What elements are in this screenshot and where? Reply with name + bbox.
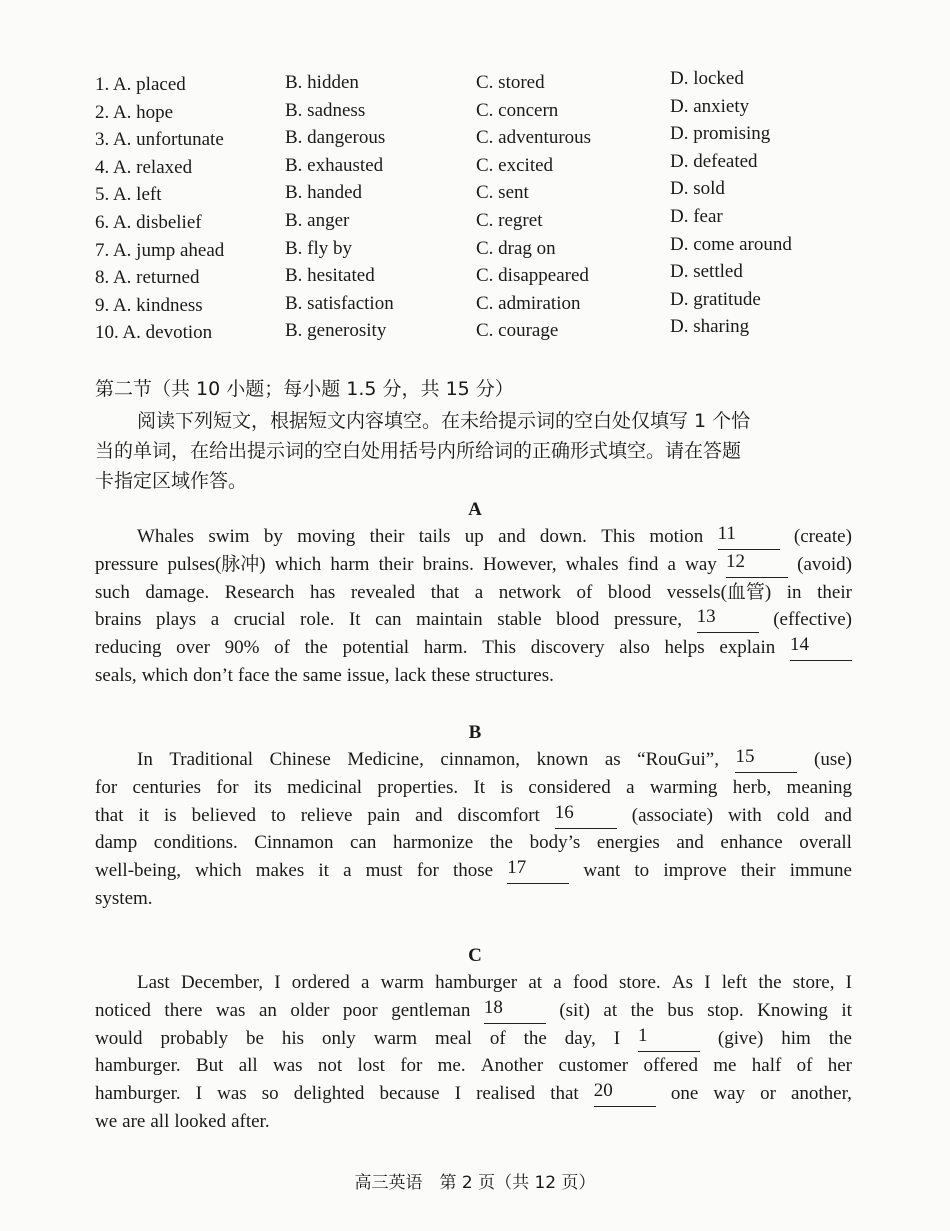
passage-line <box>95 775 852 801</box>
word: Knowing <box>757 999 828 1021</box>
word: also <box>619 637 650 659</box>
word: offered <box>643 1055 698 1077</box>
word: pressure, <box>613 609 683 631</box>
word: (give) <box>717 1027 764 1049</box>
word: for <box>216 776 239 798</box>
word: or <box>760 1083 776 1105</box>
instructions-line: 卡指定区域作答。 <box>95 470 248 492</box>
word: me. <box>437 1055 466 1077</box>
word: noticed <box>95 999 151 1021</box>
word: of <box>796 1055 813 1077</box>
word: Another <box>480 1055 544 1077</box>
word: another, <box>790 1083 852 1105</box>
option-7-C: C. drag on <box>476 237 556 259</box>
word: older <box>290 999 330 1021</box>
word: and <box>824 804 852 826</box>
word: pain <box>367 804 401 826</box>
word: structures. <box>475 665 554 686</box>
word: delighted <box>293 1083 365 1105</box>
word: overall <box>799 832 852 854</box>
word: stop. <box>707 999 744 1021</box>
word: of <box>489 1027 506 1049</box>
word: I <box>274 972 281 993</box>
word: don’t <box>193 665 233 686</box>
word: blood <box>607 581 652 603</box>
passage-line <box>137 747 852 773</box>
word: it <box>138 804 150 826</box>
word: of <box>274 637 290 659</box>
word: the <box>489 832 513 854</box>
word: customer <box>558 1055 629 1077</box>
word: Traditional <box>169 749 254 770</box>
word: harmonize <box>393 832 474 854</box>
option-1-C: C. stored <box>476 72 545 93</box>
word: plays <box>156 609 197 631</box>
word: 90% <box>224 637 260 659</box>
passage-line <box>95 998 852 1024</box>
word: and <box>498 526 526 547</box>
word: by <box>263 526 283 547</box>
word: pressure <box>95 553 159 575</box>
option-3-C: C. adventurous <box>476 127 592 149</box>
word: properties. <box>377 776 459 798</box>
word: an <box>258 999 277 1021</box>
blank-17[interactable]: 17 <box>507 858 569 884</box>
word: lost <box>357 1055 385 1077</box>
passage-line <box>95 607 852 633</box>
word: it <box>318 860 329 882</box>
word: Research <box>224 581 295 603</box>
word: bus <box>667 999 694 1021</box>
word: of <box>576 581 593 603</box>
word: believed <box>191 804 257 826</box>
word: is <box>164 804 177 826</box>
option-5-A: 5. A. left <box>95 184 162 206</box>
word: in <box>786 581 802 603</box>
option-5-C: C. sent <box>476 182 529 204</box>
option-7-D: D. come around <box>670 233 792 255</box>
blank-16[interactable]: 16 <box>555 803 617 829</box>
passage-line <box>137 524 852 550</box>
word: day, <box>564 1027 596 1049</box>
word: revealed <box>350 581 416 603</box>
blank-1[interactable]: 1 <box>638 1026 700 1052</box>
passage-label: B <box>468 722 482 743</box>
page-footer: 高三英语 第 2 页（共 12 页） <box>354 1173 596 1193</box>
option-3-A: 3. A. unfortunate <box>95 129 224 151</box>
word: (associate) <box>631 804 713 826</box>
word: It <box>473 776 486 798</box>
word: its <box>253 776 272 798</box>
word: way <box>685 553 717 575</box>
word: I <box>845 972 852 993</box>
word: a <box>553 972 562 993</box>
word: (use) <box>814 749 852 770</box>
word: This <box>482 637 516 659</box>
word: body’s <box>529 832 581 854</box>
word: him <box>781 1027 811 1049</box>
word: (create) <box>793 526 852 547</box>
word: must <box>365 860 403 882</box>
section-title: 第二节（共 10 小题；每小题 1.5 分，共 15 分） <box>95 378 514 400</box>
word: her <box>827 1055 852 1077</box>
option-8-A: 8. A. returned <box>95 267 200 289</box>
blank-20[interactable]: 20 <box>594 1081 656 1107</box>
word: as <box>604 749 621 770</box>
word: face <box>237 665 270 686</box>
word: the <box>523 1027 547 1049</box>
passage-line <box>95 1026 852 1052</box>
word: “RouGui”, <box>637 749 719 770</box>
option-6-A: 6. A. disbelief <box>95 212 202 233</box>
word: hamburger. <box>95 1055 181 1077</box>
word: over <box>176 637 210 659</box>
word: down. <box>539 526 587 547</box>
word: (effective) <box>773 609 852 631</box>
word: However, <box>483 553 557 575</box>
word: so <box>261 1083 279 1105</box>
word: which <box>274 553 322 575</box>
word: a <box>667 553 676 575</box>
word: we <box>95 1111 118 1132</box>
word: harm <box>330 553 370 575</box>
word: a <box>626 776 635 798</box>
word: poor <box>342 999 378 1021</box>
word: only <box>321 1027 356 1049</box>
word: immune <box>789 860 852 882</box>
word: centuries <box>132 776 202 798</box>
option-4-B: B. exhausted <box>285 154 384 176</box>
word: role. <box>300 609 335 631</box>
word: warming <box>649 776 718 798</box>
word: the <box>304 637 328 659</box>
word: their <box>378 553 414 575</box>
option-10-C: C. courage <box>476 320 559 342</box>
word: gentleman <box>391 999 471 1021</box>
word: those <box>452 860 494 882</box>
word: it <box>841 999 852 1021</box>
word: damage. <box>145 581 210 603</box>
word: way <box>713 1083 745 1105</box>
word: issue, <box>346 665 390 686</box>
option-1-A: 1. A. placed <box>95 74 186 95</box>
word: a <box>361 972 370 993</box>
passage-line <box>95 552 852 578</box>
passage-line <box>95 1081 852 1107</box>
word: one <box>670 1083 699 1105</box>
word: a <box>343 860 352 882</box>
option-1-B: B. hidden <box>285 72 359 93</box>
word: can <box>350 832 377 854</box>
word: realised <box>476 1083 536 1105</box>
word: probably <box>160 1027 228 1049</box>
word: harm. <box>423 637 468 659</box>
option-6-D: D. fear <box>670 206 723 227</box>
option-10-B: B. generosity <box>285 320 387 342</box>
word: energies <box>596 832 660 854</box>
option-5-B: B. handed <box>285 182 363 204</box>
word: conditions. <box>153 832 238 854</box>
option-4-A: 4. A. relaxed <box>95 156 193 178</box>
passage-line <box>95 830 852 856</box>
option-1-D: D. locked <box>670 68 744 89</box>
word: that <box>95 804 124 826</box>
word: vessels(血管) <box>666 581 772 603</box>
word: December, <box>180 972 263 993</box>
word: after. <box>231 1111 270 1132</box>
word: because <box>379 1083 440 1105</box>
passage-line <box>95 858 852 884</box>
option-8-B: B. hesitated <box>285 265 375 287</box>
word: discovery <box>530 637 605 659</box>
word: Cinnamon <box>254 832 334 854</box>
word: I <box>613 1027 621 1049</box>
word: store. <box>618 972 661 993</box>
word: Last <box>137 972 170 993</box>
word: helps <box>664 637 705 659</box>
word: I <box>195 1083 203 1105</box>
word: at <box>528 972 543 993</box>
word: herb, <box>732 776 772 798</box>
word: which <box>141 665 189 686</box>
option-6-B: B. anger <box>285 210 350 231</box>
word: moving <box>297 526 356 547</box>
word: improve <box>663 860 727 882</box>
word: hamburger <box>435 972 518 993</box>
option-3-D: D. promising <box>670 123 771 145</box>
option-5-D: D. sold <box>670 178 725 200</box>
option-9-C: C. admiration <box>476 292 581 314</box>
word: known <box>536 749 589 770</box>
word: want <box>583 860 621 882</box>
word: his <box>281 1027 305 1049</box>
word: not <box>317 1055 343 1077</box>
passage-label: C <box>468 945 482 966</box>
blank-11[interactable]: 11 <box>718 524 780 550</box>
option-7-A: 7. A. jump ahead <box>95 239 225 261</box>
word: well-being, <box>95 860 182 882</box>
word: It <box>348 609 361 631</box>
word: Whales <box>137 526 194 547</box>
word: there <box>164 999 203 1021</box>
option-2-C: C. concern <box>476 99 559 121</box>
word: motion <box>649 526 704 547</box>
word: relieve <box>300 804 353 826</box>
word: which <box>195 860 242 882</box>
word: same <box>302 665 342 686</box>
word: all <box>150 1111 170 1132</box>
word: would <box>95 1027 143 1049</box>
word: seals, <box>95 665 137 686</box>
word: a <box>210 609 220 631</box>
word: Chinese <box>269 749 331 770</box>
word: I <box>454 1083 462 1105</box>
word: swim <box>208 526 250 547</box>
word: are <box>122 1111 146 1132</box>
word: system. <box>95 888 153 909</box>
word: the <box>274 665 298 686</box>
word: discomfort <box>457 804 540 826</box>
word: that <box>430 581 460 603</box>
option-2-A: 2. A. hope <box>95 101 174 123</box>
blank-13[interactable]: 13 <box>697 607 759 633</box>
word: lack <box>394 665 427 686</box>
word: cinnamon, <box>440 749 521 770</box>
word: all <box>238 1055 258 1077</box>
word: crucial <box>233 609 286 631</box>
word: considered <box>528 776 611 798</box>
word: to <box>270 804 286 826</box>
word: half <box>751 1055 782 1077</box>
word: such <box>95 581 130 603</box>
word: ordered <box>291 972 350 993</box>
word: looked <box>174 1111 227 1132</box>
word: the <box>758 972 782 993</box>
option-9-B: B. satisfaction <box>285 292 394 314</box>
word: their <box>817 581 852 603</box>
word: left <box>721 972 748 993</box>
word: But <box>195 1055 224 1077</box>
instructions-line: 当的单词，在给出提示词的空白处用括号内所给词的正确形式填空。请在答题 <box>95 440 742 462</box>
word: for <box>416 860 439 882</box>
word: has <box>309 581 336 603</box>
word: In <box>137 749 153 770</box>
word: to <box>634 860 650 882</box>
word: maintain <box>416 609 483 631</box>
word: that <box>550 1083 579 1105</box>
word: makes <box>255 860 305 882</box>
option-9-D: D. gratitude <box>670 288 761 310</box>
word: network <box>498 581 561 603</box>
option-2-B: B. sadness <box>285 99 366 121</box>
option-4-C: C. excited <box>476 154 554 176</box>
blank-14[interactable]: 14 <box>790 635 852 661</box>
word: As <box>671 972 694 993</box>
word: for <box>95 776 118 798</box>
option-10-A: 10. A. devotion <box>95 322 213 344</box>
passage-line <box>95 663 852 689</box>
word: enhance <box>720 832 783 854</box>
passage-line <box>95 580 852 606</box>
word: be <box>245 1027 264 1049</box>
word: This <box>601 526 636 547</box>
word: with <box>727 804 762 826</box>
word: their <box>740 860 776 882</box>
blank-15[interactable]: 15 <box>735 747 797 773</box>
word: up <box>464 526 484 547</box>
word: blood <box>556 609 600 631</box>
word: is <box>500 776 514 798</box>
blank-18[interactable]: 18 <box>484 998 546 1024</box>
option-6-C: C. regret <box>476 210 543 231</box>
word: Medicine, <box>347 749 424 770</box>
word: explain <box>719 637 776 659</box>
word: whales <box>565 553 619 575</box>
word: meaning <box>786 776 852 798</box>
word: I <box>704 972 711 993</box>
passage-line <box>95 1109 852 1135</box>
blank-12[interactable]: 12 <box>726 552 788 578</box>
word: stable <box>497 609 542 631</box>
word: tails <box>418 526 451 547</box>
option-8-C: C. disappeared <box>476 265 589 287</box>
word: brains <box>95 609 142 631</box>
word: and <box>415 804 443 826</box>
option-3-B: B. dangerous <box>285 127 386 149</box>
word: (avoid) <box>797 553 852 575</box>
word: meal <box>434 1027 472 1049</box>
word: store, <box>792 972 835 993</box>
word: (sit) <box>559 999 590 1021</box>
passage-line <box>95 803 852 829</box>
option-4-D: D. defeated <box>670 150 758 172</box>
word: hamburger. <box>95 1083 181 1105</box>
passage-line <box>95 1053 852 1079</box>
option-7-B: B. fly by <box>285 237 353 259</box>
word: the <box>630 999 654 1021</box>
word: was <box>215 999 246 1021</box>
word: was <box>217 1083 247 1105</box>
passage-line <box>137 970 852 996</box>
option-10-D: D. sharing <box>670 316 750 338</box>
word: a <box>474 581 484 603</box>
word: and <box>676 832 704 854</box>
passage-label: A <box>468 499 482 520</box>
word: brains. <box>422 553 474 575</box>
passage-line <box>95 635 852 661</box>
word: damp <box>95 832 138 854</box>
word: warm <box>380 972 424 993</box>
word: was <box>273 1055 303 1077</box>
word: warm <box>373 1027 417 1049</box>
word: pulses(脉冲) <box>167 553 266 575</box>
instructions-line: 阅读下列短文，根据短文内容填空。在未给提示词的空白处仅填写 1 个恰 <box>137 410 751 432</box>
word: can <box>375 609 402 631</box>
option-9-A: 9. A. kindness <box>95 294 203 316</box>
word: these <box>431 665 471 686</box>
word: their <box>369 526 405 547</box>
word: find <box>627 553 659 575</box>
word: medicinal <box>287 776 363 798</box>
word: for <box>400 1055 423 1077</box>
word: reducing <box>95 637 162 659</box>
word: potential <box>342 637 410 659</box>
passage-line <box>95 886 852 912</box>
word: at <box>603 999 618 1021</box>
word: me <box>713 1055 737 1077</box>
word: cold <box>776 804 810 826</box>
option-2-D: D. anxiety <box>670 95 750 117</box>
word: the <box>828 1027 852 1049</box>
option-8-D: D. settled <box>670 261 743 283</box>
word: food <box>572 972 608 993</box>
